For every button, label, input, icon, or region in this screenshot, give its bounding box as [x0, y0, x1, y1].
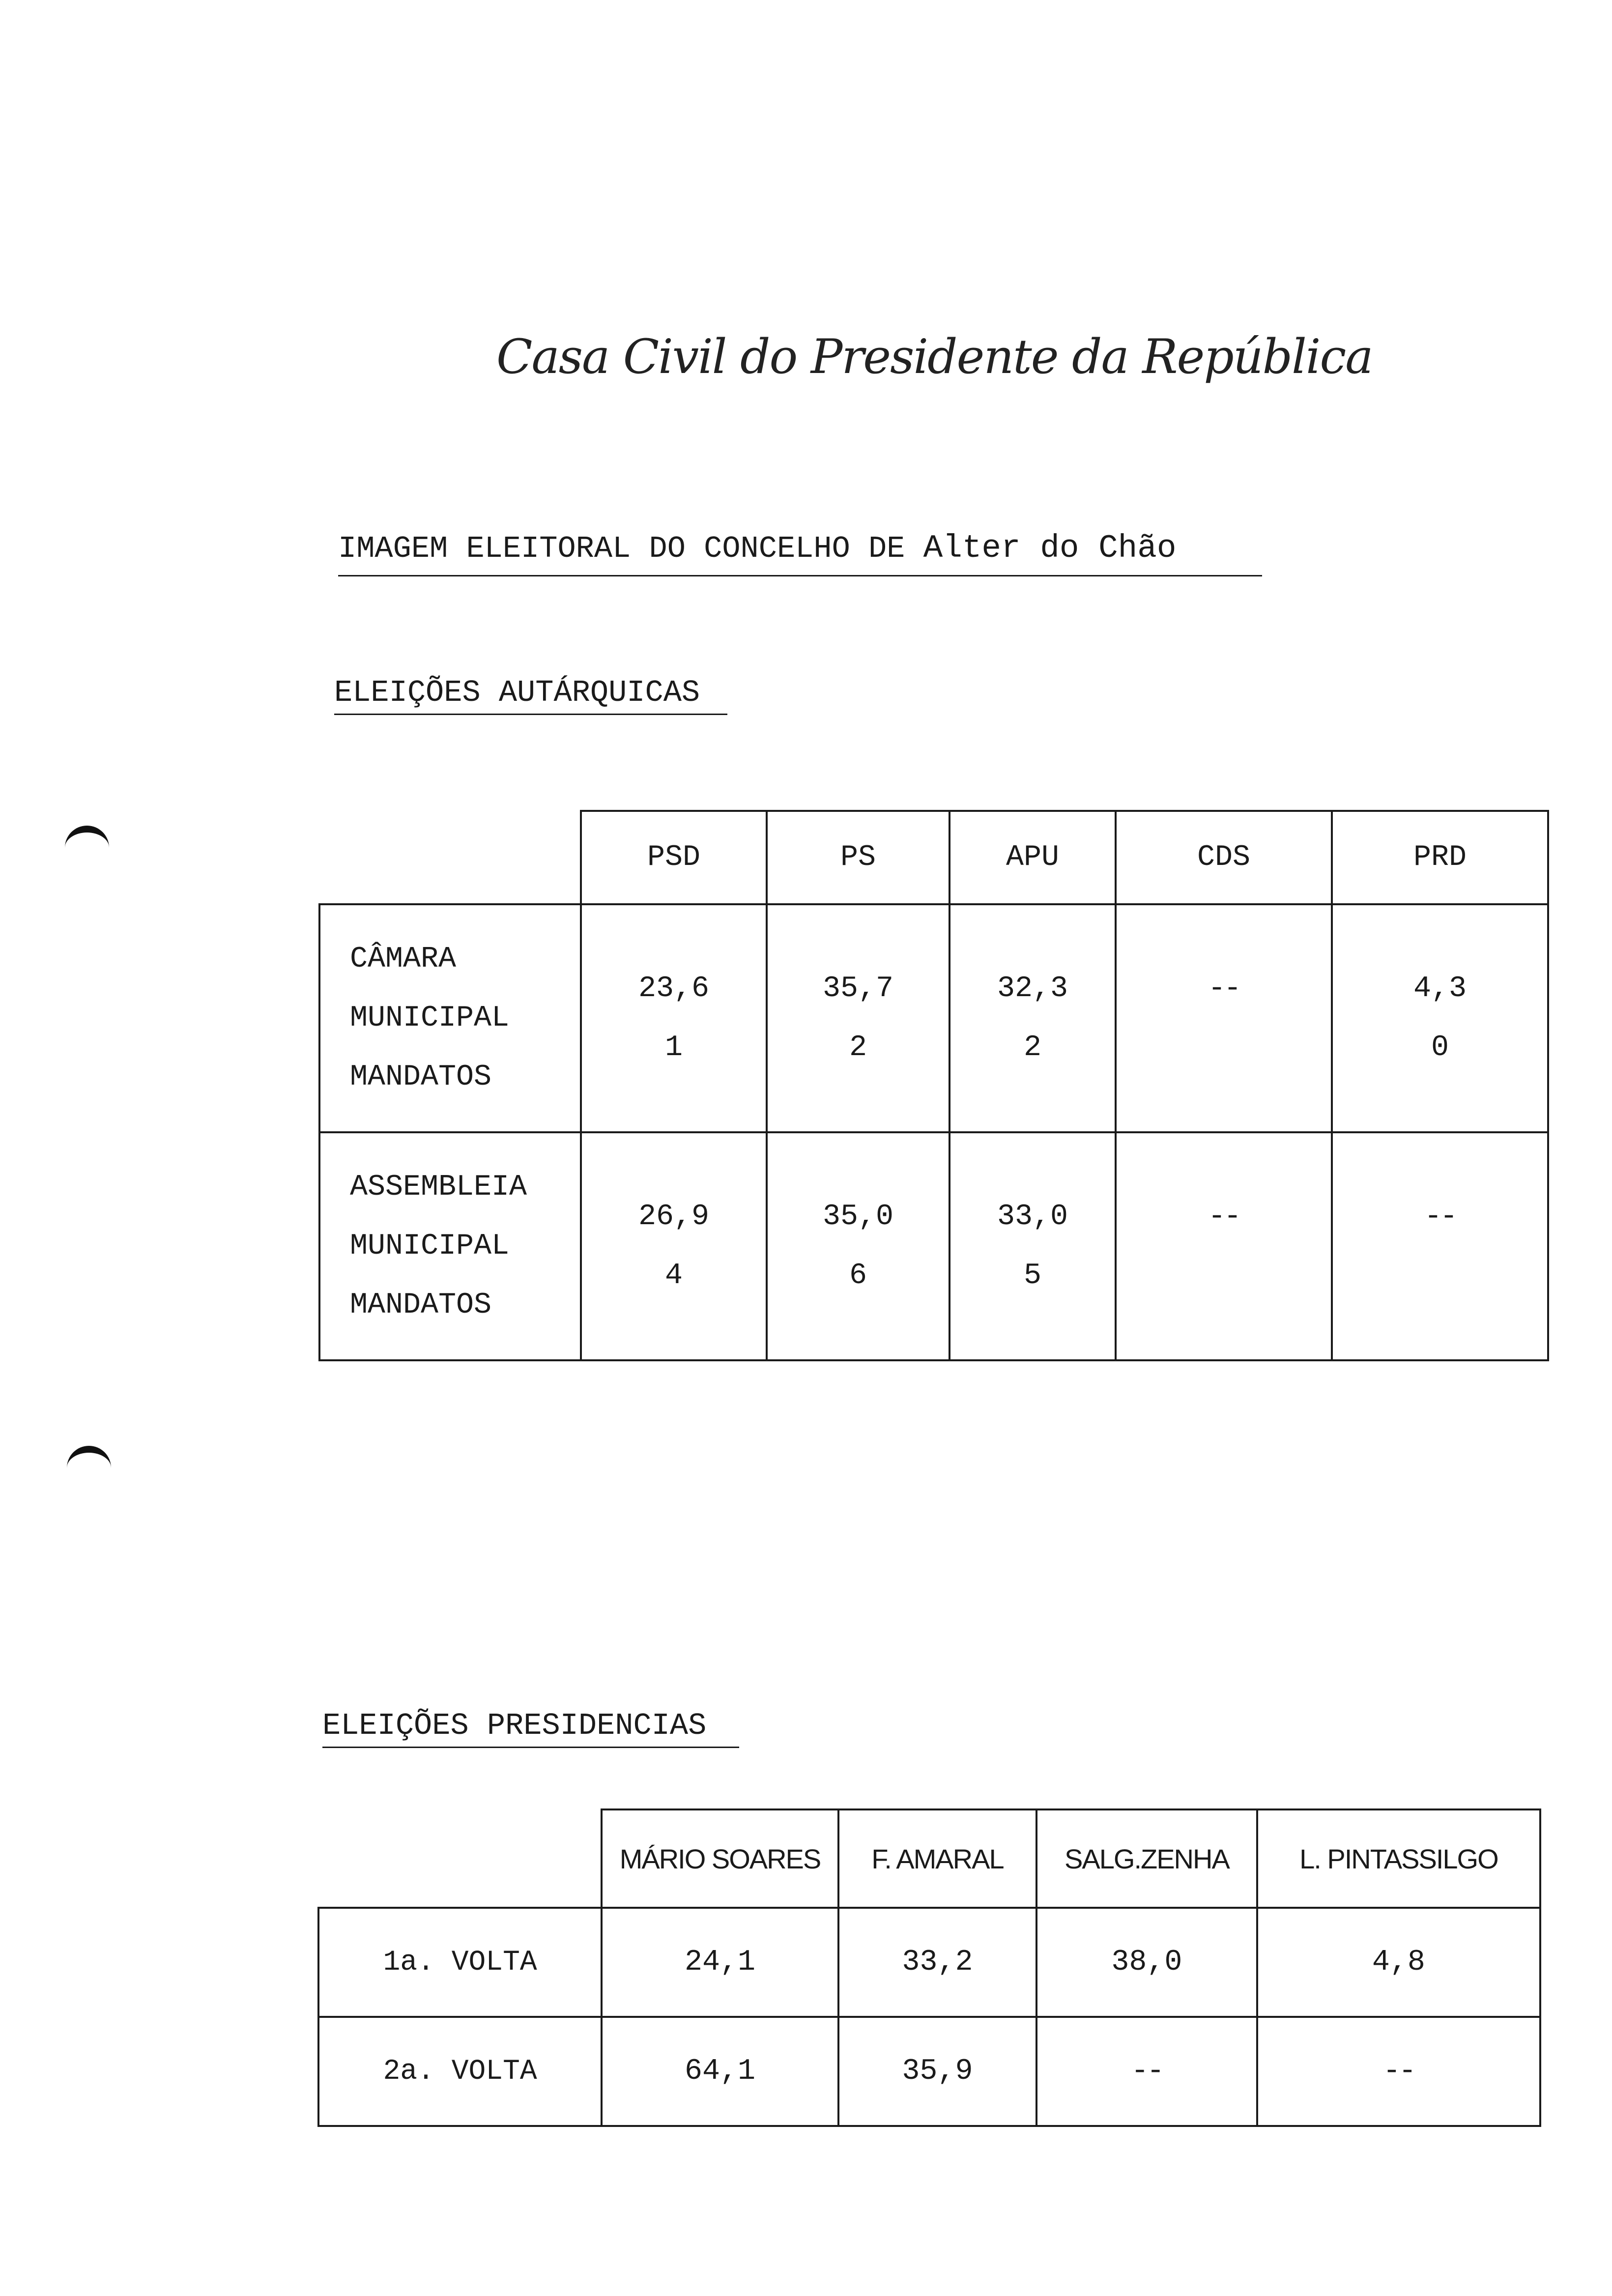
percent-value: --	[1208, 972, 1239, 1005]
column-header: CDS	[1116, 811, 1332, 904]
row-label-line: MUNICIPAL	[350, 1002, 510, 1035]
row-label	[319, 904, 581, 1132]
title-place: Alter do Chão	[923, 530, 1177, 567]
table-cell	[581, 904, 767, 1132]
mandates-value: 6	[849, 1259, 867, 1292]
mandates-value	[1117, 1018, 1331, 1077]
autarquicas-table	[318, 810, 1549, 1361]
table-row	[318, 1908, 1540, 2017]
presidenciais-heading	[322, 1708, 706, 1743]
table-header-row	[318, 1809, 1540, 1908]
table-cell	[950, 1132, 1116, 1360]
table-cell	[1332, 1132, 1548, 1360]
percent-value: --	[1424, 1200, 1456, 1234]
percent-value: 4,3	[1413, 972, 1467, 1005]
table-cell	[767, 1132, 950, 1360]
candidate-header: F. AMARAL	[838, 1809, 1036, 1908]
punch-mark	[65, 826, 109, 852]
table-row	[319, 1132, 1548, 1360]
presidenciais-table	[317, 1808, 1541, 2127]
row-label-line: ASSEMBLEIA	[350, 1171, 527, 1204]
row-label-line: MANDATOS	[350, 1289, 492, 1322]
row-label	[319, 1132, 581, 1360]
title-underline	[338, 575, 1262, 576]
percent-value: 26,9	[638, 1200, 710, 1234]
mandates-value	[1333, 1246, 1547, 1305]
candidate-header: MÁRIO SOARES	[602, 1809, 838, 1908]
percent-value: 35,0	[822, 1200, 894, 1234]
mandates-value	[1117, 1246, 1331, 1305]
mandates-value: 4	[664, 1259, 683, 1292]
table-row	[319, 904, 1548, 1132]
table-cell	[767, 904, 950, 1132]
table-cell: --	[1257, 2017, 1540, 2126]
round-label: 2a. VOLTA	[318, 2017, 602, 2126]
mandates-value: 5	[1023, 1259, 1041, 1292]
table-cell: 35,9	[838, 2017, 1036, 2126]
percent-value: 23,6	[638, 972, 710, 1005]
mandates-value: 2	[849, 1031, 867, 1064]
table-cell: 38,0	[1036, 1908, 1257, 2017]
row-label-line: MANDATOS	[350, 1061, 492, 1094]
candidate-header: SALG.ZENHA	[1036, 1809, 1257, 1908]
autarquicas-heading	[334, 675, 700, 710]
column-header: PS	[767, 811, 950, 904]
percent-value: --	[1208, 1200, 1239, 1234]
table-cell	[950, 904, 1116, 1132]
row-label-line: CÂMARA	[350, 943, 457, 976]
letterhead: Casa Civil do Presidente da República	[496, 329, 1373, 384]
row-label-line: MUNICIPAL	[350, 1230, 510, 1263]
table-cell	[1332, 904, 1548, 1132]
autarquicas-heading-text: ELEIÇÕES AUTÁRQUICAS	[334, 675, 700, 710]
column-header: PSD	[581, 811, 767, 904]
table-cell	[1116, 904, 1332, 1132]
header-blank-cell	[318, 1809, 602, 1908]
title-prefix: IMAGEM ELEITORAL DO CONCELHO DE	[338, 531, 905, 566]
mandates-value: 2	[1023, 1031, 1041, 1064]
table-cell: --	[1036, 2017, 1257, 2126]
header-blank-cell	[319, 811, 581, 904]
percent-value: 35,7	[822, 972, 894, 1005]
column-header: PRD	[1332, 811, 1548, 904]
percent-value: 33,0	[997, 1200, 1068, 1234]
table-cell: 33,2	[838, 1908, 1036, 2017]
mandates-value: 0	[1431, 1031, 1449, 1064]
table-cell: 24,1	[602, 1908, 838, 2017]
round-label: 1a. VOLTA	[318, 1908, 602, 2017]
autarquicas-underline	[334, 714, 727, 715]
column-header: APU	[950, 811, 1116, 904]
table-header-row	[319, 811, 1548, 904]
table-cell	[581, 1132, 767, 1360]
table-cell: 4,8	[1257, 1908, 1540, 2017]
presidenciais-heading-text: ELEIÇÕES PRESIDENCIAS	[322, 1708, 707, 1743]
percent-value: 32,3	[997, 972, 1068, 1005]
table-row	[318, 2017, 1540, 2126]
candidate-header: L. PINTASSILGO	[1257, 1809, 1540, 1908]
mandates-value: 1	[664, 1031, 683, 1064]
table-cell: 64,1	[602, 2017, 838, 2126]
document-title	[338, 530, 1177, 567]
presidenciais-underline	[322, 1747, 739, 1748]
table-cell	[1116, 1132, 1332, 1360]
punch-mark	[67, 1446, 111, 1472]
